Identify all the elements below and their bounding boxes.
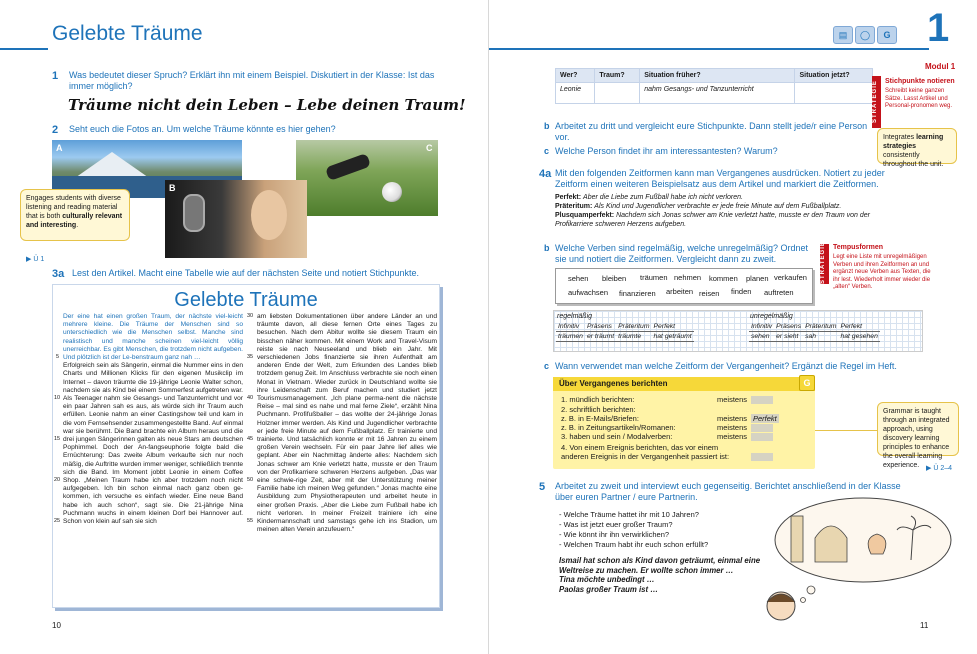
bubble-small <box>807 586 815 594</box>
grammar-row-text: anderen Ereignis in der Vergangenheit passiert ist: <box>561 452 730 461</box>
photo-c-football <box>296 140 438 216</box>
page-number-right: 11 <box>920 621 929 630</box>
grammar-meistens: meistens <box>717 414 748 423</box>
grid-cell: hat geträumt <box>653 333 692 340</box>
photo-b-singer <box>165 180 307 258</box>
tense-label: Perfekt: <box>555 194 582 201</box>
grammar-row-1 <box>561 395 811 404</box>
article-title: Gelebte Träume <box>174 289 318 311</box>
interview-questions <box>559 510 708 550</box>
line-number-45: 45 <box>247 436 254 442</box>
motto-quote: Träume nicht dein Leben – Lebe deinen Traum! <box>68 96 466 114</box>
question-text: Welche Träume hattet ihr mit 10 Jahren? <box>563 510 699 519</box>
exercise-3c-number: c <box>544 146 550 156</box>
grid-header: Präsens <box>776 323 802 330</box>
tense-label: Plusquamperfekt: <box>555 212 615 219</box>
strategy-2-text: Legt eine Liste mit unregelmäßigen Verben und ihren Zeitformen an und ergänzt neue Verben aus Texten, die ihr lest. Wiederholt immer wieder die „alten“ Verben. <box>833 254 931 290</box>
article-column-1 <box>63 313 243 526</box>
grammar-meistens: meistens <box>717 395 748 404</box>
line-number-25: 25 <box>54 518 61 524</box>
verb-reisen: reisen <box>699 289 720 298</box>
verb-grid-unreg-title: unregelmäßig <box>750 313 793 320</box>
grid-cell: er träumt <box>586 333 615 340</box>
grammar-blank-slot <box>751 424 773 432</box>
grammar-meistens: meistens <box>717 423 748 432</box>
grammar-row-5 <box>561 432 811 441</box>
article-column-2 <box>257 313 437 534</box>
photo-label-a: A <box>56 143 63 153</box>
note-strategy-bold: learning strategies <box>883 134 944 150</box>
modul-label: Modul 1 <box>925 62 956 71</box>
strategy-bar-2: STRATEGIE <box>820 244 829 284</box>
grammar-row-7 <box>561 452 811 461</box>
line-number-5: 5 <box>56 354 60 360</box>
exercise-5-number: 5 <box>539 481 546 493</box>
verb-grid-paper <box>553 310 923 352</box>
grammar-row-2 <box>561 405 811 414</box>
line-number-15: 15 <box>54 436 61 442</box>
question-item: - Was ist jetzt euer großer Traum? <box>559 520 673 529</box>
exercise-4a-number: 4a <box>539 168 552 180</box>
grammar-blank-slot <box>751 396 773 404</box>
speech-icon: ◯ <box>855 26 875 44</box>
info-note-materials <box>20 189 130 241</box>
exercise-2-number: 2 <box>52 124 59 136</box>
grammar-blank-slot <box>751 433 773 441</box>
exercise-3c-text: Welche Person findet ihr am interessantesten? Warum? <box>555 146 778 156</box>
table-header-frueher: Situation früher? <box>640 69 795 83</box>
note-end: . <box>76 222 79 229</box>
verb-grid-reg-title: regelmäßig <box>557 313 593 320</box>
tense-perfekt <box>555 193 885 202</box>
article-box <box>52 284 440 608</box>
example-report <box>559 556 760 594</box>
line-number-55: 55 <box>247 518 254 524</box>
title-underline <box>0 48 48 50</box>
grammar-row-3 <box>561 414 811 423</box>
strategy-1-text: Schreibt keine ganzen Sätze. Lasst Artikel und Personal-pronomen weg. <box>885 88 953 109</box>
question-item: - Wie könnt ihr ihn verwirklichen? <box>559 530 670 539</box>
exercise-3a-number: 3a <box>52 268 65 280</box>
grammar-g-icon: G <box>799 375 815 391</box>
exercise-ref-2: ▶ Ü 2–4 <box>926 465 953 472</box>
dome-shape <box>815 526 847 562</box>
note-strategy-end: consistently throughout the unit. <box>883 152 944 168</box>
grammar-connector-line <box>815 430 885 431</box>
grammar-row-text: z. B. in E-Mails/Briefen: <box>561 414 639 423</box>
tense-label: Präteritum: <box>555 203 593 210</box>
question-item: - Welchen Traum habt ihr euch schon erfüllt? <box>559 540 709 549</box>
grid-cell: er sieht <box>774 332 803 342</box>
header-underline <box>489 48 929 50</box>
right-page <box>489 0 977 654</box>
grid-cell: sah <box>803 332 838 342</box>
table-cell-traum <box>595 83 640 104</box>
article-body-2: am liebsten Dokumentationen über andere Länder an und träumte davon, all diese fernen Orte eines Tages zu besuchen. Nach dem Abitur wollte sie diesem Traum ein bisschen näher kommen. Mit einem Work and Travel-Visum reiste sie nach Neuseeland und blieb ein Jahr. Mit verschiedenen Jobs finanzierte sie ihren Aufenthalt am anderen Ende der Welt, zum Erkunden des Landes blieb trotzdem genug Zeit. Im Anschluss verbrachte sie noch einen Monat in Vietnam. Wieder zurück in Deutschland wollte sie ihre Leidenschaft zum Beruf machen und studiert jetzt Tourismusmanagement. „Ich plane perma-nent die nächste Reise – mal sind es nahe und mal ferne Ziele“, erzählt Nina Puchmann. Profifußballer – das wollte der 24-jährige Jonas Holzner immer werden. Als Kind und Jugendlicher verbrachte er jede freie Minute auf dem Fußballplatz. Er trainierte und trainierte. Und tatsächlich konnte er mit 16 Jahren zu einem großen Verein wechseln. Für ein paar Jahre lief alles wie geplant. Aber ein Nachmittag änderte alles: Nachdem sich Jonas schwer am Knie verletzt hatte, musste er den Traum von der Profikarriere schweren Herzens aufgeben. „Das war eine schwie-rige Zeit, aber mit der Unterstützung meiner Familie habe ich meinen Weg gefunden.“ Jonas machte eine Ausbildung zum Physiotherapeuten und arbeitet heute in einer großen Praxis. „Aber die Liebe zum Fußball habe ich nicht verloren. In meiner Freizeit trainiere ich eine Kindermannschaft und samstags gehe ich ins Stadion, um meinen alten Verein anzufeuern.“ <box>257 313 437 534</box>
exercise-4a-text: Mit den folgenden Zeitformen kann man Vergangenes ausdrücken. Notiert zu jeder Zeitform einen weiteren Beispielsatz aus dem Artikel und markiert die Zeitformen. <box>555 168 885 189</box>
photo-label-b: B <box>169 183 176 193</box>
question-text: Was ist jetzt euer großer Traum? <box>563 520 673 529</box>
grammar-blank-slot <box>751 453 773 461</box>
grid-cell: träumte <box>616 332 651 342</box>
boy-hair <box>767 594 795 602</box>
report-line: Ismail hat schon als Kind davon geträumt, einmal eine <box>559 556 761 565</box>
grid-header: Präsens <box>585 322 616 332</box>
exercise-4b-text: Welche Verben sind regelmäßig, welche unregelmäßig? Ordnet sie und notiert die Zeitformen. Vergleicht dann zu zweit. <box>555 243 808 264</box>
exercise-3a-text: Lest den Artikel. Macht eine Tabelle wie auf der nächsten Seite und notiert Stichpunkte. <box>72 268 420 278</box>
verb-verkaufen: verkaufen <box>774 273 807 282</box>
tense-text: Nachdem sich Jonas schwer am Knie verletzt hatte, musste er den Traum von der Profikarriere schweren Herzens aufgeben. <box>555 212 871 228</box>
exercise-3b-number: b <box>544 121 550 131</box>
report-line: Weltreise zu machen. Er wollte schon immer … <box>559 565 734 575</box>
verb-grid-irregular <box>749 322 880 342</box>
article-body-1: Erfolgreich sein als Sängerin, einmal die Nummer eins in den Charts und Millionen Klicks für den eigenen Musikclip im Internet – davon träumte die 19-jährige Leonie Walter schon, nachdem sie als Kind bei einem Sommerfest aufgetreten war. Als Teenager nahm sie Gesangs- und Tanzunterricht und vor ein paar Jahren sah es aus, als würde sich ihr Traum auch erfüllen. Leonie nahm an einer Castingshow teil und kam in die vom Fernsehsender zusammengestellte Band. Auf einmal war sie berühmt. Die Band brachte ein Album heraus und die drei jungen Sängerinnen galten als neue Stars am deutschen Pophimmel. Doch der An-fangseuphorie folgte bald die Ernüchterung: Das zweite Album verkaufte sich nur noch mäßig, die Auftritte wurden immer weniger, schließlich trennte sich die Band. Im Moment jobbt Leonie in einem Coffee Shop. „Meinen Traum habe ich aber trotzdem noch nicht aufgegeben. Ich bin schon einmal nach ganz oben ge-kommen, ich versuche es einfach wieder. Eine neue Band habe ich auch schon“, sagt sie. Die 21-jährige Nina Puchmann wuchs in einem kleinen Dorf bei Hannover auf. Schon von klein auf sah sie sich <box>63 362 243 526</box>
exercise-5-text: Arbeitet zu zweit und interviewt euch gegenseitig. Berichtet anschließend in der Klasse über euren Partner / eure Partnerin. <box>555 481 901 502</box>
tense-praeteritum <box>555 202 885 211</box>
grid-header: Perfekt <box>838 322 879 332</box>
exercise-1-text: Was bedeutet dieser Spruch? Erklärt ihn mit einem Beispiel. Diskutiert in der Klasse: Ist das immer möglich? <box>69 70 435 91</box>
verb-grid-regular <box>556 322 694 342</box>
note-grammar-text: Grammar is taught through an integrated approach, using discovery learning principles to enhance the overall learning experience. <box>883 408 950 469</box>
grammar-row-text: 2. schriftlich berichten: <box>561 405 636 414</box>
page-title: Gelebte Träume <box>52 22 203 45</box>
tense-plusquamperfekt <box>555 211 885 229</box>
line-number-40: 40 <box>247 395 254 401</box>
verb-traeumen: träumen <box>640 273 668 282</box>
verb-planen: planen <box>746 274 769 283</box>
grid-header: Präteritum <box>805 323 837 330</box>
line-number-35: 35 <box>247 354 254 360</box>
article-lead: Der eine hat einen großen Traum, der nächste viel-leicht mehrere kleine. Die Träume der Menschen sind so unterschiedlich wie die Menschen selbst. Manche sind realistisch und manche scheinen viel-leicht völlig unerreichbar. Es gibt Menschen, die trotzdem nicht aufgeben. Und plötzlich ist der Le-benstraum ganz nah … <box>63 313 243 362</box>
note-text: Engages students with diverse listening and reading material that is both <box>26 195 121 220</box>
g-icon: G <box>877 26 897 44</box>
table-header-jetzt: Situation jetzt? <box>795 69 873 83</box>
dreaming-boy-illustration <box>751 494 957 622</box>
tense-text: Aber die Liebe zum Fußball habe ich nicht verloren. <box>583 194 743 201</box>
player-leg-shape <box>325 153 371 181</box>
table-cell-frueher: nahm Gesangs- und Tanzunterricht <box>640 83 795 104</box>
grid-header: Infinitiv <box>556 322 585 332</box>
grammar-row-4 <box>561 423 811 432</box>
exercise-4b-number: b <box>544 243 550 253</box>
notes-table <box>555 68 873 104</box>
verb-finden: finden <box>731 287 752 296</box>
grid-cell: hat gesehen <box>840 333 878 340</box>
grammar-row-text: z. B. in Zeitungsartikeln/Romanen: <box>561 423 676 432</box>
unit-number: 1 <box>927 6 950 50</box>
note-bold: culturally relevant and interesting <box>26 213 123 229</box>
verb-finanzieren: finanzieren <box>619 289 656 298</box>
question-text: Welchen Traum habt ihr euch schon erfüllt? <box>563 540 709 549</box>
grammar-row-6 <box>561 443 811 452</box>
note-strategy-text: Integrates <box>883 134 917 141</box>
line-number-30: 30 <box>247 313 254 319</box>
verb-sehen: sehen <box>568 274 589 283</box>
table-cell-jetzt <box>795 83 873 104</box>
book-icon: ▤ <box>833 26 853 44</box>
table-header-wer: Wer? <box>556 69 595 83</box>
bubble-tiny <box>801 598 806 603</box>
verb-aufwachsen: aufwachsen <box>568 288 609 297</box>
grid-header: Perfekt <box>652 322 694 332</box>
exercise-ref-1: ▶ Ü 1 <box>26 256 45 263</box>
verb-bleiben: bleiben <box>602 274 627 283</box>
football-shape <box>382 182 402 202</box>
table-cell-wer: Leonie <box>556 83 595 104</box>
photo-label-c: C <box>426 143 433 153</box>
grid-header: Infinitiv <box>751 323 773 330</box>
report-line: Paolas großer Traum ist … <box>559 584 659 594</box>
grammar-filled-answer: Perfekt <box>753 414 777 423</box>
guitar-shape <box>868 534 886 554</box>
report-line: Tina möchte unbedingt … <box>559 575 655 584</box>
grid-cell: sehen <box>749 332 774 342</box>
page-number-left: 10 <box>52 621 61 630</box>
grammar-row-text: 4. Von einem Ereignis berichten, das vor einem <box>561 443 719 452</box>
question-item: - Welche Träume hattet ihr mit 10 Jahren? <box>559 510 699 519</box>
strategy-1-title: Stichpunkte notieren <box>885 78 955 85</box>
tower-shape <box>791 516 803 562</box>
exercise-3b-text: Arbeitet zu dritt und vergleicht eure Stichpunkte. Dann stellt jede/r eine Person vor. <box>555 121 868 142</box>
face-shape <box>251 190 287 240</box>
verb-word-box <box>555 268 813 304</box>
verb-nehmen: nehmen <box>674 273 702 282</box>
verb-auftreten: auftreten <box>764 288 794 297</box>
exercise-2-text: Seht euch die Fotos an. Um welche Träume könnte es hier gehen? <box>69 124 336 134</box>
line-number-20: 20 <box>54 477 61 483</box>
exercise-4c-number: c <box>544 361 550 371</box>
info-note-strategies <box>877 128 957 168</box>
grammar-row-text: 1. mündlich berichten: <box>561 395 635 404</box>
line-number-50: 50 <box>247 477 254 483</box>
strategy-2-title: Tempusformen <box>833 244 884 251</box>
microphone-shape <box>183 194 205 232</box>
exercise-1-number: 1 <box>52 70 59 82</box>
table-header-traum: Traum? <box>595 69 640 83</box>
grammar-row-text: 3. haben und sein / Modalverben: <box>561 432 673 441</box>
verb-kommen: kommen <box>709 274 738 283</box>
grid-header: Präteritum <box>618 323 650 330</box>
question-text: Wie könnt ihr ihn verwirklichen? <box>563 530 670 539</box>
tense-text: Als Kind und Jugendlicher verbrachte er jede freie Minute auf dem Fußballplatz. <box>594 203 842 210</box>
grammar-title: Über Vergangenes berichten <box>553 377 815 391</box>
exercise-4c-text: Wann verwendet man welche Zeitform der Vergangenheit? Ergänzt die Regel im Heft. <box>555 361 897 371</box>
grammar-meistens: meistens <box>717 432 748 441</box>
line-number-10: 10 <box>54 395 61 401</box>
grammar-box <box>553 377 815 469</box>
tense-examples <box>555 193 885 229</box>
grid-cell: träumen <box>558 333 583 340</box>
verb-arbeiten: arbeiten <box>666 287 694 296</box>
strategy-bar-1: STRATEGIE <box>872 76 881 128</box>
